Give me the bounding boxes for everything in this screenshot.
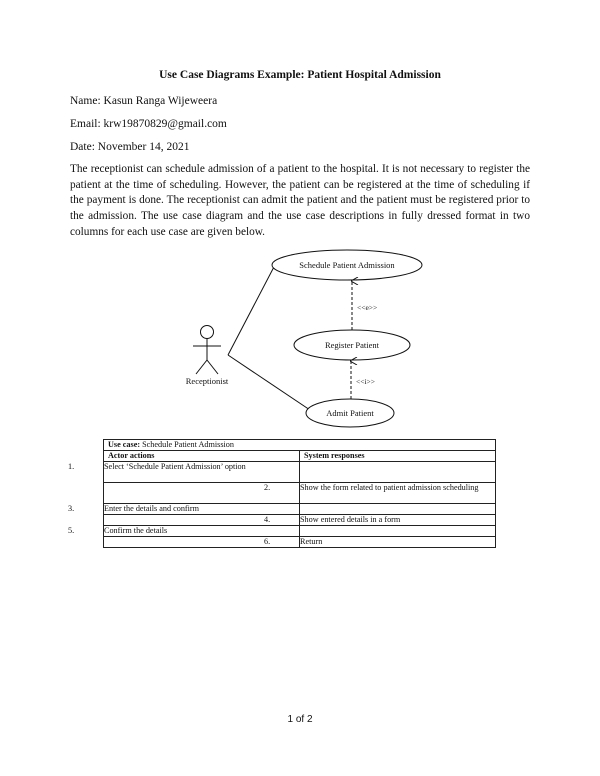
document-date: Date: November 14, 2021	[70, 141, 190, 153]
use-case-label-register: Register Patient	[324, 340, 380, 350]
actor-label: Receptionist	[185, 376, 229, 386]
step-number: 3.	[68, 504, 75, 513]
system-response-cell	[300, 526, 496, 537]
use-case-title-cell	[104, 440, 496, 451]
page-number: 1 of 2	[287, 714, 313, 725]
step-text: Select ‘Schedule Patient Admission’ option	[104, 462, 246, 471]
actor-action-cell	[68, 504, 300, 515]
system-response-cell	[300, 462, 496, 483]
extend-label: <<e>>	[357, 303, 378, 312]
step-text: Show the form related to patient admission scheduling	[300, 483, 479, 492]
system-responses-header	[300, 451, 496, 462]
step-number: 6.	[264, 537, 271, 546]
step-text: Return	[300, 537, 323, 546]
table-row	[104, 504, 496, 515]
actor-left-leg	[196, 360, 207, 374]
use-case-title-value: Schedule Patient Admission	[142, 440, 234, 449]
step-number: 4.	[264, 515, 271, 524]
receptionist-actor	[193, 326, 221, 375]
table-row	[104, 483, 496, 504]
include-label: <<i>>	[356, 377, 376, 386]
author-name: Name: Kasun Ranga Wijeweera	[70, 95, 218, 107]
system-response-cell	[264, 515, 496, 526]
system-response-cell	[264, 483, 496, 504]
step-number: 2.	[264, 483, 271, 492]
actor-action-cell	[68, 462, 300, 483]
actor-head	[201, 326, 214, 339]
table-row	[104, 462, 496, 483]
actor-action-cell	[68, 526, 300, 537]
actor-right-leg	[207, 360, 218, 374]
actor-actions-header	[104, 451, 300, 462]
use-case-label-schedule: Schedule Patient Admission	[299, 260, 395, 270]
association-line-schedule	[228, 263, 276, 355]
author-email: Email: krw19870829@gmail.com	[70, 118, 227, 130]
step-number: 1.	[68, 462, 75, 471]
system-response-cell	[300, 504, 496, 515]
system-response-cell	[264, 537, 496, 548]
table-row	[104, 515, 496, 526]
step-text: Confirm the details	[104, 526, 168, 535]
step-text: Show entered details in a form	[300, 515, 401, 524]
table-row	[104, 440, 496, 451]
use-case-diagram	[0, 240, 600, 430]
table-row	[104, 451, 496, 462]
document-title: Use Case Diagrams Example: Patient Hospital Admission	[159, 69, 441, 81]
system-responses-header-text: System responses	[304, 451, 365, 460]
table-row	[104, 526, 496, 537]
step-number: 5.	[68, 526, 75, 535]
association-line-admit	[228, 355, 310, 410]
actor-actions-header-text: Actor actions	[108, 451, 155, 460]
use-case-label-admit: Admit Patient	[326, 408, 374, 418]
use-case-description-table	[68, 439, 496, 548]
use-case-title-label: Use case:	[108, 440, 141, 449]
step-text: Enter the details and confirm	[104, 504, 200, 513]
description-paragraph: The receptionist can schedule admission of a patient to the hospital. It is not necessary to register the patient at the time of scheduling. However, the patient can be registered at the time of scheduling if the payment is done. The receptionist can admit the patient and the patient must be registered prior to the admission. The use case diagram and the use case descriptions in fully dressed format in two columns for each use case are given below.	[70, 163, 530, 238]
table-row	[104, 537, 496, 548]
